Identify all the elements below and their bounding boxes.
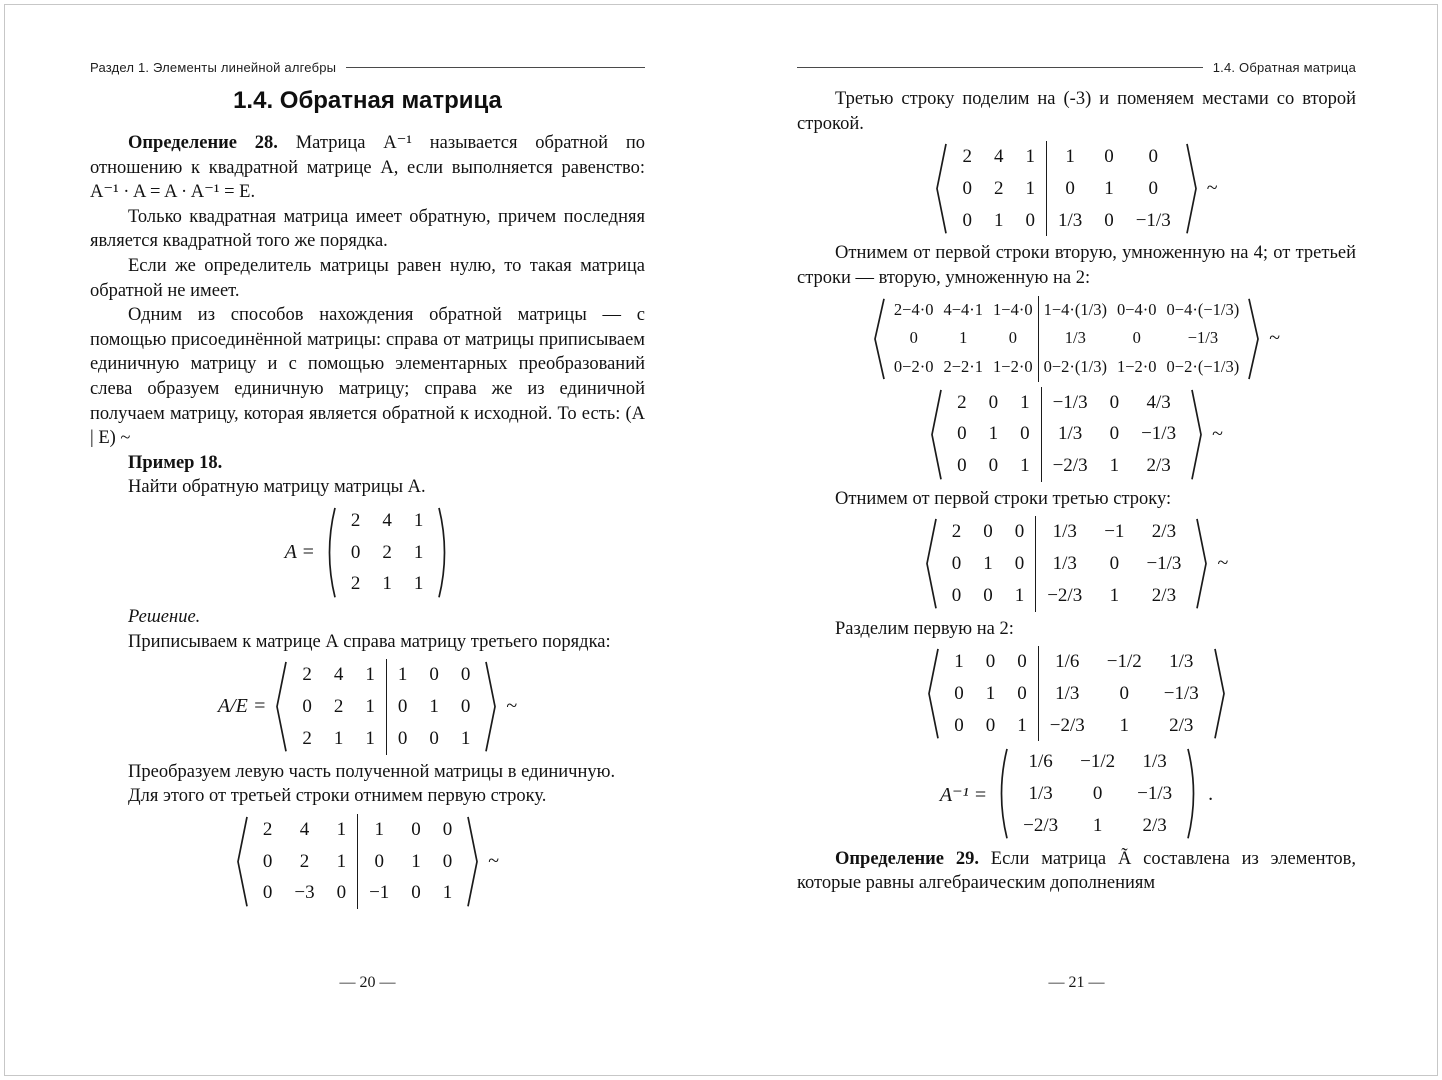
running-head-right-rule xyxy=(797,67,1203,68)
matrix-cell: −2/3 xyxy=(1023,814,1059,836)
matrix-cell: −1 xyxy=(1104,521,1125,543)
matrix-suffix: ~ xyxy=(1217,552,1229,575)
matrix-row xyxy=(252,877,463,909)
matrix-cell: 1 xyxy=(354,659,386,691)
matrix-cell: 1 xyxy=(1109,455,1120,476)
page-21 xyxy=(721,0,1442,1080)
matrix-cell: 1 xyxy=(382,573,392,595)
matrix-bracket-right xyxy=(438,507,450,598)
matrix-cell: 0 xyxy=(954,714,964,736)
matrix-cell: 0 xyxy=(1014,205,1046,237)
matrix xyxy=(873,296,1260,382)
matrix-cell: 0−2·0 xyxy=(893,356,934,376)
matrix-cell: 0−4·0 xyxy=(1116,299,1157,319)
matrix-cell: 1 xyxy=(429,696,439,718)
matrix-cell: 0 xyxy=(460,696,471,718)
matrix-cell: 0 xyxy=(442,850,453,872)
matrix-cell: 0 xyxy=(1104,209,1114,231)
matrix-row xyxy=(291,659,481,691)
matrix-cell: 0 xyxy=(1065,177,1075,199)
matrix-cell: 2 xyxy=(299,850,310,872)
matrix-suffix: ~ xyxy=(488,849,500,872)
matrix-cell: 4 xyxy=(299,818,310,840)
matrix-cell: 0 xyxy=(1006,678,1038,710)
matrix-prefix: A = xyxy=(284,541,315,564)
matrix-cell: 0−4·(−1/3) xyxy=(1166,299,1240,319)
matrix-cell: −1/3 xyxy=(1146,553,1182,575)
matrix-cell: 1 xyxy=(1009,450,1041,482)
definition-28-label: Определение 28. xyxy=(128,133,278,153)
matrix xyxy=(930,387,1203,482)
matrix-cell: −1/3 xyxy=(1137,783,1173,805)
matrix-cell: 0 xyxy=(1009,418,1041,450)
matrix-cell: 0 xyxy=(262,850,273,872)
matrix-cell: 1−2·0 xyxy=(1116,356,1157,376)
matrix-bracket-left xyxy=(925,518,937,609)
matrix xyxy=(935,141,1197,236)
matrix xyxy=(275,659,497,754)
paragraph-definition-29 xyxy=(797,847,1356,896)
matrix-cell: −1/3 xyxy=(1163,682,1199,704)
matrix-bracket-right xyxy=(1191,389,1203,480)
matrix-prefix: A/E = xyxy=(217,695,267,718)
matrix-row xyxy=(1012,746,1183,778)
matrix-row xyxy=(889,353,1244,382)
matrix-cell: 2 xyxy=(262,818,273,840)
matrix-cell: 0 xyxy=(951,584,962,606)
matrix-cell: 1/6 xyxy=(1055,651,1080,673)
running-head-right xyxy=(797,60,1356,75)
matrix-cell: 0 xyxy=(397,696,408,718)
matrix xyxy=(927,646,1226,741)
matrix-cell: 1 xyxy=(1004,580,1036,612)
paragraph-task: Найти обратную матрицу матрицы A. xyxy=(128,477,426,498)
matrix-cell: 0 xyxy=(429,727,439,749)
matrix-cell: 0 xyxy=(983,584,993,606)
matrix-bracket-right xyxy=(1186,143,1198,234)
matrix-cell: 1 xyxy=(1119,714,1129,736)
matrix-cell: 2/3 xyxy=(1151,584,1177,606)
matrix-cell: 1 xyxy=(954,651,964,673)
example-18-heading: Пример 18. xyxy=(128,452,223,473)
matrix-row xyxy=(889,324,1244,353)
matrix-cell: 1/3 xyxy=(1142,751,1167,773)
paragraph-divide-row1: Разделим первую на 2: xyxy=(835,618,1014,639)
matrix-cell: 0 xyxy=(1006,646,1038,678)
matrix-A xyxy=(90,505,645,600)
matrix-after-step-2 xyxy=(797,141,1356,236)
matrix-cell: 0 xyxy=(326,877,358,909)
matrix xyxy=(996,746,1199,841)
matrix-cell: 1 xyxy=(413,509,424,531)
matrix-cell: 1/3 xyxy=(1052,553,1077,575)
matrix-cell: 1 xyxy=(1014,141,1046,173)
matrix xyxy=(925,516,1209,611)
matrix-suffix: . xyxy=(1208,782,1214,805)
matrix-cell: 4 xyxy=(333,664,344,686)
matrix-cell: 1−2·0 xyxy=(988,353,1038,382)
matrix-cell: −2/3 xyxy=(1052,455,1088,476)
matrix-cell: 0 xyxy=(1148,146,1158,168)
matrix-after-step-1 xyxy=(90,814,645,909)
matrix xyxy=(236,814,479,909)
matrix-cell: 1 xyxy=(326,846,358,878)
matrix-cell: 2/3 xyxy=(1151,521,1177,543)
matrix-grid xyxy=(946,387,1187,482)
matrix-cell: 1/3 xyxy=(1064,328,1086,348)
paragraph-only-square: Только квадратная матрица имеет обратную, причем последняя является квадратной того же порядка. xyxy=(90,206,645,252)
matrix-row xyxy=(946,418,1187,450)
matrix-row xyxy=(941,516,1193,548)
matrix-cell: 0 xyxy=(302,696,312,718)
matrix-suffix: ~ xyxy=(1269,327,1281,350)
matrix-cell: 1 xyxy=(411,850,421,872)
matrix-row xyxy=(941,580,1193,612)
matrix-cell: 2/3 xyxy=(1169,714,1194,736)
matrix-cell: 4/3 xyxy=(1146,391,1171,413)
matrix-row xyxy=(291,691,481,723)
matrix-cell: 1−4·(1/3) xyxy=(1043,299,1107,319)
matrix-row xyxy=(252,846,463,878)
matrix-grid xyxy=(941,516,1193,611)
matrix-cell: 0 xyxy=(1119,682,1129,704)
paragraph-definition-28 xyxy=(90,131,645,205)
matrix-cell: 0 xyxy=(1109,553,1120,575)
matrix-row xyxy=(340,505,435,537)
matrix-cell: −1/2 xyxy=(1080,751,1116,773)
solution-heading: Решение. xyxy=(128,607,201,628)
matrix-cell: 2 xyxy=(951,521,962,543)
matrix-row xyxy=(951,173,1181,205)
matrix-cell: 1 xyxy=(354,723,386,755)
matrix-cell: 2 xyxy=(350,573,361,595)
matrix-cell: 1 xyxy=(354,691,386,723)
matrix-cell: 0 xyxy=(988,324,1038,353)
matrix-cell: 1 xyxy=(1014,173,1046,205)
matrix-cell: 0 xyxy=(985,714,996,736)
definition-29-label: Определение 29. xyxy=(835,848,979,869)
matrix-cell: 0 xyxy=(460,664,471,686)
matrix-bracket-left xyxy=(236,816,248,907)
running-head-left-rule xyxy=(346,67,645,68)
matrix-cell: −1/2 xyxy=(1106,651,1142,673)
matrix xyxy=(324,505,451,600)
matrix-cell: 1 xyxy=(1065,146,1075,168)
matrix-row xyxy=(951,205,1181,237)
matrix-cell: 0 xyxy=(909,328,918,348)
matrix-cell: 0 xyxy=(985,651,996,673)
matrix-cell: 4 xyxy=(993,146,1004,168)
matrix-cell: −1/3 xyxy=(1135,209,1171,231)
matrix-cell: 2 xyxy=(957,391,967,413)
matrix-suffix: ~ xyxy=(506,695,518,718)
matrix-bracket-right xyxy=(1196,518,1208,609)
matrix-step-3-expanded xyxy=(797,296,1356,382)
matrix-cell: 1 xyxy=(1009,387,1041,419)
matrix-cell: −3 xyxy=(294,882,315,904)
matrix-bracket-right xyxy=(1248,298,1260,380)
matrix-suffix: ~ xyxy=(1212,422,1223,445)
matrix-cell: 2 xyxy=(993,177,1004,199)
matrix-grid xyxy=(951,141,1181,236)
matrix-prefix: A⁻¹ = xyxy=(939,783,988,806)
matrix-cell: 1/3 xyxy=(1028,783,1053,805)
matrix-bracket-left xyxy=(275,661,287,752)
matrix-augmented-AE xyxy=(90,659,645,754)
matrix-step-3-result xyxy=(797,387,1356,482)
matrix-suffix: ~ xyxy=(1206,177,1218,200)
matrix-cell: 2 xyxy=(333,696,344,718)
matrix-cell: 1 xyxy=(1006,710,1038,742)
matrix-cell: 0 xyxy=(374,850,384,872)
running-head-left-text: Раздел 1. Элементы линейной алгебры xyxy=(90,60,337,75)
paragraph-subtract-row1: Для этого от третьей строки отнимем первую строку. xyxy=(128,786,547,807)
matrix-grid xyxy=(340,505,435,600)
matrix-row xyxy=(943,678,1210,710)
matrix-cell: 0 xyxy=(1004,548,1036,580)
matrix-cell: 1 xyxy=(442,882,453,904)
matrix-cell: 1−4·0 xyxy=(988,296,1038,325)
matrix-cell: 1 xyxy=(985,682,996,704)
matrix-row xyxy=(946,450,1187,482)
matrix-cell: 0 xyxy=(957,455,967,476)
matrix-grid xyxy=(291,659,481,754)
matrix-after-step-5 xyxy=(797,646,1356,741)
matrix-bracket-right xyxy=(1214,648,1226,739)
matrix-row xyxy=(291,723,481,755)
matrix-grid xyxy=(889,296,1244,382)
matrix-cell: 2 xyxy=(350,509,361,531)
matrix-cell: 1 xyxy=(397,664,408,686)
matrix-row xyxy=(946,387,1187,419)
matrix-row xyxy=(1012,810,1183,842)
matrix-cell: 2 xyxy=(302,727,312,749)
matrix-cell: 1 xyxy=(460,727,471,749)
paragraph-adjoint-method: Одним из способов нахождения обратной матрицы — с помощью присоединённой матрицы: справа от матрицы приписываем единичную матрицу и с помощью элементарных преобразований слева образуем единичную матрицу; справа же из единичной получаем матрицу, которая является обратной к исходной. То есть: (A | E) ~ xyxy=(90,305,645,449)
matrix-row xyxy=(1012,778,1183,810)
matrix-cell: 0 xyxy=(1004,516,1036,548)
matrix-row xyxy=(252,814,463,846)
matrix-cell: −2/3 xyxy=(1047,584,1083,606)
matrix-row xyxy=(951,141,1181,173)
matrix-cell: 1 xyxy=(1104,177,1114,199)
matrix-cell: 4 xyxy=(382,509,392,531)
matrix-cell: 0 xyxy=(962,209,972,231)
matrix-cell: 0 xyxy=(411,818,421,840)
matrix-cell: −2/3 xyxy=(1049,714,1085,736)
paragraph-append-identity: Приписываем к матрице А справа матрицу третьего порядка: xyxy=(128,631,611,652)
matrix-bracket-right xyxy=(485,661,497,752)
matrix-cell: 0 xyxy=(983,521,993,543)
matrix-row xyxy=(889,296,1244,325)
matrix-cell: 1 xyxy=(333,727,344,749)
matrix-cell: 1/3 xyxy=(1057,423,1083,445)
matrix-row xyxy=(941,548,1193,580)
matrix-cell: 0 xyxy=(988,455,999,476)
matrix-cell: 2/3 xyxy=(1146,455,1171,476)
matrix-cell: −1/3 xyxy=(1141,423,1177,445)
matrix-cell: 1/3 xyxy=(1052,521,1077,543)
matrix-bracket-right xyxy=(467,816,479,907)
matrix-cell: 0 xyxy=(1104,146,1114,168)
section-title: 1.4. Обратная матрица xyxy=(233,87,502,114)
matrix-row xyxy=(340,537,435,569)
matrix-inverse-result xyxy=(797,746,1356,841)
matrix-cell: 0 xyxy=(429,664,439,686)
matrix-row xyxy=(943,646,1210,678)
matrix-cell: 0 xyxy=(411,882,421,904)
matrix-bracket-left xyxy=(996,748,1008,839)
matrix-cell: 0 xyxy=(951,553,962,575)
matrix-grid xyxy=(943,646,1210,741)
matrix-cell: 2 xyxy=(302,664,312,686)
matrix-grid xyxy=(1012,746,1183,841)
matrix-cell: 1 xyxy=(959,328,968,348)
matrix-bracket-left xyxy=(930,389,942,480)
matrix-cell: 0 xyxy=(1109,423,1120,445)
paragraph-subtract-multiplied-rows: Отнимем от первой строки вторую, умноженную на 4; от третьей строки — вторую, умноженную на 2: xyxy=(797,243,1356,289)
matrix-cell: 0 xyxy=(962,177,972,199)
matrix-cell: 0 xyxy=(1148,177,1158,199)
paragraph-transform-left-part: Преобразуем левую часть полученной матрицы в единичную. xyxy=(128,761,616,782)
matrix-cell: 1 xyxy=(374,818,384,840)
matrix-cell: 4−4·1 xyxy=(943,299,984,319)
matrix-bracket-left xyxy=(927,648,939,739)
paragraph-divide-row3: Третью строку поделим на (-3) и поменяем местами со второй строкой. xyxy=(797,89,1356,134)
matrix-cell: 0 xyxy=(954,682,964,704)
matrix-cell: 0 xyxy=(988,391,999,413)
matrix-row xyxy=(340,568,435,600)
matrix-cell: 1/3 xyxy=(1057,209,1083,231)
matrix-cell: 1/6 xyxy=(1028,751,1053,773)
matrix-bracket-left xyxy=(324,507,336,598)
matrix-cell: 1/3 xyxy=(1169,651,1194,673)
matrix-cell: 0−2·(−1/3) xyxy=(1166,356,1240,376)
matrix-cell: 1 xyxy=(993,209,1004,231)
matrix-bracket-left xyxy=(873,298,885,380)
page-number-right: — 21 — xyxy=(1048,974,1105,991)
matrix-cell: 0 xyxy=(1109,391,1120,413)
matrix-cell: 1 xyxy=(983,553,993,575)
matrix-cell: 0 xyxy=(350,541,361,563)
matrix-cell: 1 xyxy=(988,423,999,445)
matrix-cell: 1 xyxy=(413,541,424,563)
matrix-cell: 0 xyxy=(957,423,967,445)
matrix-after-step-4 xyxy=(797,516,1356,611)
matrix-cell: 1 xyxy=(413,573,424,595)
matrix-cell: −1 xyxy=(369,882,390,904)
page-number-left: — 20 — xyxy=(339,974,396,991)
matrix-cell: 2 xyxy=(962,146,972,168)
matrix-cell: 0 xyxy=(1132,328,1141,348)
matrix-cell: 0 xyxy=(442,818,453,840)
matrix-cell: 1 xyxy=(326,814,358,846)
matrix-row xyxy=(943,710,1210,742)
paragraph-determinant-zero: Если же определитель матрицы равен нулю, то такая матрица обратной не имеет. xyxy=(90,255,645,301)
matrix-cell: 2 xyxy=(382,541,392,563)
definition-28-text: Матрица A⁻¹ называется обратной по отношению к квадратной матрице A, если выполняется равенство: A⁻¹ · A = A · A⁻¹ = E. xyxy=(90,133,645,203)
matrix-cell: 1/3 xyxy=(1055,682,1080,704)
matrix-cell: 2/3 xyxy=(1142,814,1167,836)
matrix-cell: 0−2·(1/3) xyxy=(1043,356,1107,376)
matrix-cell: 0 xyxy=(397,727,408,749)
matrix-cell: 0 xyxy=(1092,783,1103,805)
running-head-left xyxy=(90,60,645,75)
running-head-right-text: 1.4. Обратная матрица xyxy=(1212,60,1356,75)
matrix-cell: 2−2·1 xyxy=(943,356,984,376)
matrix-cell: −1/3 xyxy=(1187,328,1219,348)
matrix-bracket-left xyxy=(935,143,947,234)
matrix-cell: 0 xyxy=(262,882,273,904)
matrix-cell: 1 xyxy=(1109,584,1120,606)
paragraph-subtract-row3: Отнимем от первой строки третью строку: xyxy=(835,488,1172,509)
matrix-cell: 2−4·0 xyxy=(893,299,934,319)
matrix-bracket-right xyxy=(1187,748,1199,839)
matrix-cell: 1 xyxy=(1092,814,1103,836)
definition-29-text: Если матрица Ã составлена из элементов, которые равны алгебраическим дополнениям xyxy=(797,848,1357,894)
matrix-grid xyxy=(252,814,463,909)
matrix-cell: −1/3 xyxy=(1052,391,1088,413)
